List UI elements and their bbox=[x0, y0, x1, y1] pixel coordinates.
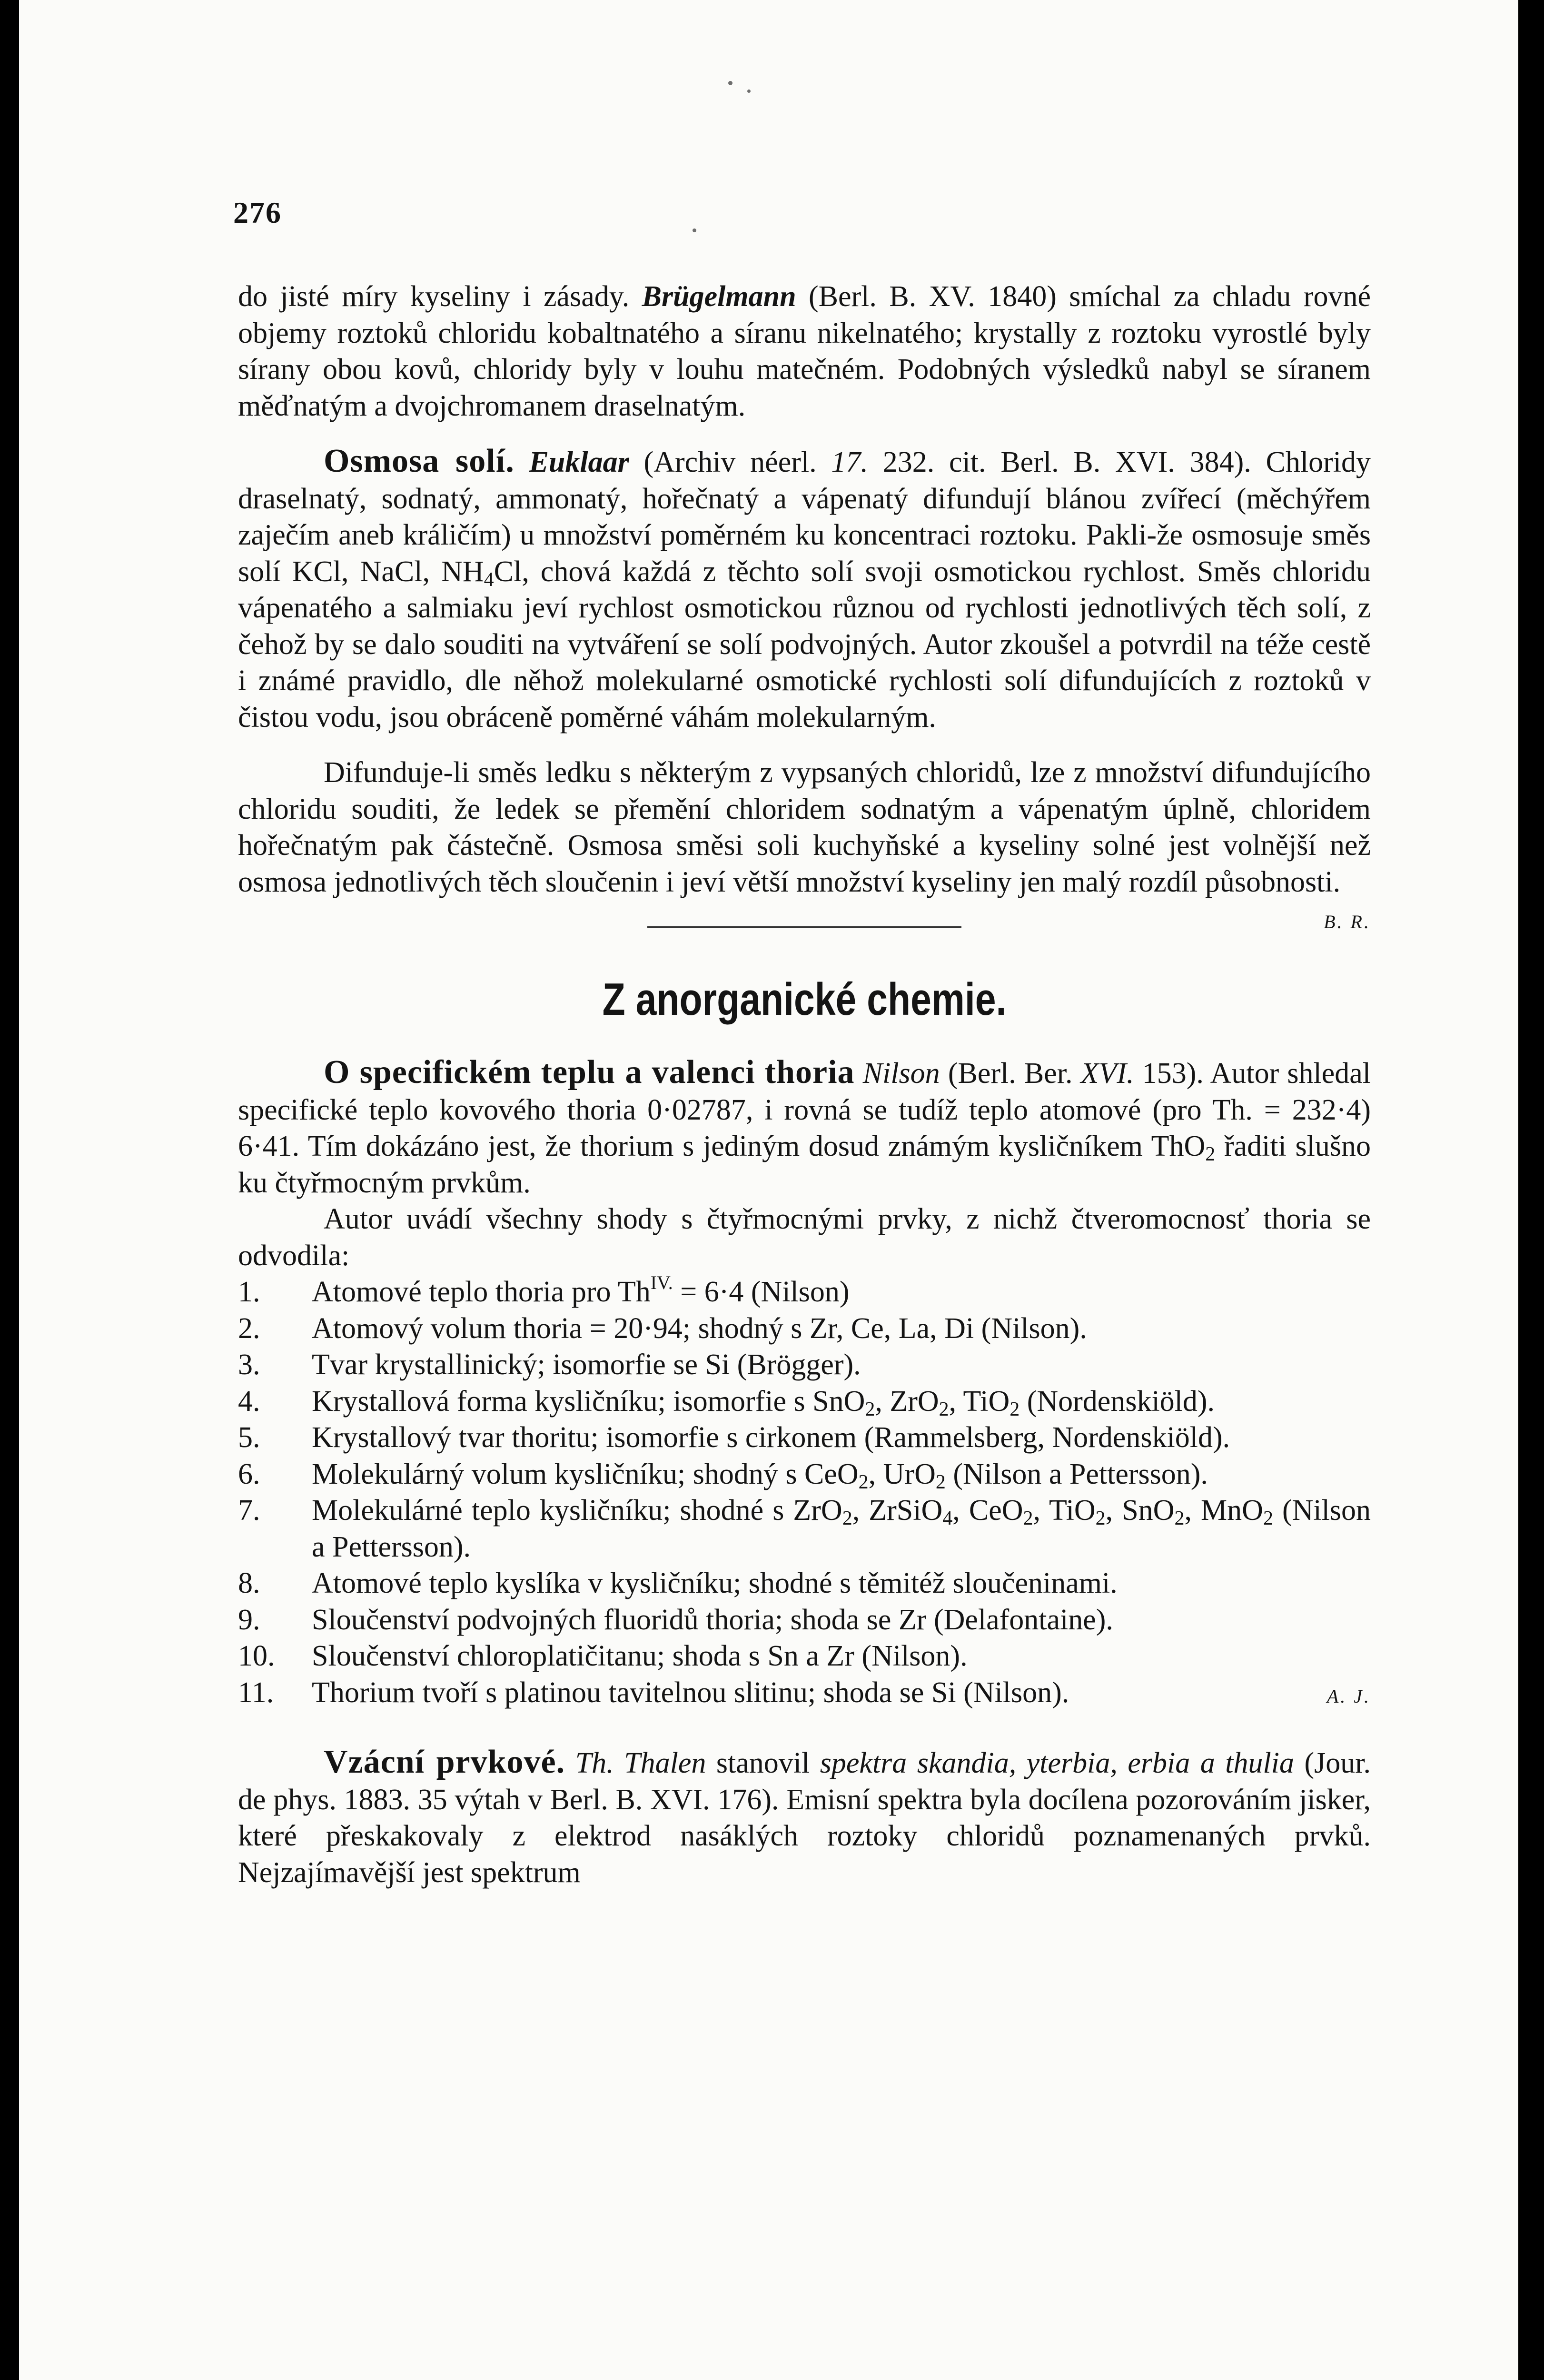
item-text: = 6·4 (Nilson) bbox=[673, 1276, 850, 1308]
item-number: 7. bbox=[238, 1494, 260, 1527]
item-text: , MnO bbox=[1184, 1494, 1263, 1527]
vzacni-text-2: (Jour. de phys. 1883. 35 výtah v Berl. B. XVI. 176). Emisní spektra byla docílena pozorováním jisker, které přeskakovaly z elektrod nasáklých roztoky chloridů poznamenaných prvků. Nejzajímavější jest spektrum bbox=[238, 1747, 1371, 1889]
item-text: Krystallová forma kysličníku; isomorfie s SnO bbox=[312, 1385, 865, 1418]
page-number: 276 bbox=[233, 196, 282, 229]
list-item bbox=[238, 1310, 1371, 1347]
osmosa-volume: 17. bbox=[831, 446, 868, 478]
item-subscript: 2 bbox=[1263, 1507, 1273, 1529]
item-text: , ZrSiO bbox=[852, 1494, 943, 1527]
item-number: 10. bbox=[238, 1640, 275, 1672]
vzacni-text-1: stanovil bbox=[706, 1747, 820, 1779]
list-item bbox=[238, 1675, 1371, 1711]
thorium-text-2: 153). Autor shledal specifické teplo kovového thoria 0·02787, i rovná se tudíž teplo atomové (pro Th. = 232·4) 6·41. Tím dokázáno jest, že thorium s jediným dosud známým kysličníkem ThO bbox=[238, 1057, 1371, 1162]
item-number: 11. bbox=[238, 1676, 274, 1709]
heading-osmosa: Osmosa solí. bbox=[324, 443, 515, 479]
thorium-text-1: (Berl. Ber. bbox=[940, 1057, 1081, 1090]
item-text: Sloučenství podvojných fluoridů thoria; shoda se Zr (Delafontaine). bbox=[312, 1603, 1113, 1636]
scan-speck bbox=[728, 81, 732, 85]
item-subscript: 2 bbox=[935, 1471, 946, 1493]
heading-vzacni: Vzácní prvkové. bbox=[324, 1744, 565, 1780]
paragraph-intro bbox=[238, 278, 1371, 424]
item-text: Atomový volum thoria = 20·94; shodný s Zr, Ce, La, Di (Nilson). bbox=[312, 1312, 1087, 1345]
item-text: , SnO bbox=[1105, 1494, 1175, 1527]
page-content bbox=[238, 278, 1371, 1891]
item-number: 1. bbox=[238, 1276, 260, 1308]
scan-speck bbox=[693, 228, 696, 232]
item-text: , CeO bbox=[952, 1494, 1023, 1527]
intro-text-2: (Berl. B. XV. 1840) smíchal za chladu rovné objemy roztoků chloridu kobaltnatého a síranu nikelnatého; krystally z roztoku vyrostlé byly sírany obou kovů, chloridy byly v louhu matečném. Podobných výsledků nabyl se síranem měďnatým a dvojchromanem draselnatým. bbox=[238, 280, 1371, 422]
item-subscript: 2 bbox=[939, 1398, 949, 1420]
scan-speck bbox=[747, 89, 751, 93]
book-page bbox=[19, 0, 1518, 2380]
list-item bbox=[238, 1347, 1371, 1383]
item-text: Sloučenství chloroplatičitanu; shoda s Sn a Zr (Nilson). bbox=[312, 1640, 968, 1672]
list-item bbox=[238, 1492, 1371, 1565]
item-text: , UrO bbox=[868, 1458, 936, 1490]
item-subscript: 2 bbox=[1010, 1398, 1020, 1420]
signature-aj: A. J. bbox=[1326, 1685, 1371, 1707]
item-text: Molekulárný volum kysličníku; shodný s CeO bbox=[312, 1458, 859, 1490]
thorium-subscript: 2 bbox=[1205, 1143, 1216, 1165]
item-text: Molekulárné teplo kysličníku; shodné s ZrO bbox=[312, 1494, 842, 1527]
item-subscript: 4 bbox=[942, 1507, 953, 1529]
list-item bbox=[238, 1383, 1371, 1420]
osmosa-text-3: Cl, chová každá z těchto solí svoji osmotickou rychlost. Směs chloridu vápenatého a salmiaku jeví rychlost osmotickou různou od rychlosti jednotlivých těch solí, z čehož by se dalo souditi na vytváření se solí podvojných. Autor zkoušel a potvrdil na téže cestě i známé pravidlo, dle něhož molekularné osmotické rychlosti solí difundujících z roztoků v čistou vodu, jsou obráceně poměrné váhám molekularným. bbox=[238, 555, 1371, 734]
author-nilson: Nilson bbox=[862, 1057, 940, 1090]
paragraph-osmosa bbox=[238, 443, 1371, 735]
osmosa-text-1: (Archiv néerl. bbox=[629, 446, 831, 478]
item-text: (Nilson a Pettersson). bbox=[312, 1494, 1371, 1563]
item-text: , TiO bbox=[1033, 1494, 1096, 1527]
item-text: , ZrO bbox=[875, 1385, 939, 1418]
list-item bbox=[238, 1638, 1371, 1675]
osmosa-subscript: 4 bbox=[484, 568, 494, 591]
item-text: Atomové teplo kyslíka v kysličníku; shodné s těmitéž sloučeninami. bbox=[312, 1567, 1118, 1599]
intro-text-1: do jisté míry kyseliny i zásady. bbox=[238, 280, 642, 313]
item-superscript: IV. bbox=[650, 1272, 673, 1293]
osmosa-text-2: 232. cit. Berl. B. XVI. 384). Chloridy draselnatý, sodnatý, ammonatý, hořečnatý a vápenatý difundují blánou zvířecí (měchýřem zaječím aneb králičím) u množství poměrném ku koncentraci roztoku. Pakli-že osmosuje směs solí KCl, NaCl, NH bbox=[238, 446, 1371, 588]
item-subscript: 2 bbox=[842, 1507, 852, 1529]
item-number: 8. bbox=[238, 1567, 260, 1599]
signature-br: B. R. bbox=[1324, 911, 1371, 932]
list-item bbox=[238, 1419, 1371, 1456]
thorium-text-3: řaditi slušno ku čtyřmocným prvkům. bbox=[238, 1130, 1371, 1199]
item-number: 6. bbox=[238, 1458, 260, 1490]
item-number: 9. bbox=[238, 1603, 260, 1636]
item-number: 4. bbox=[238, 1385, 260, 1418]
author-euklaar: Euklaar bbox=[529, 446, 629, 478]
paragraph-difunduje bbox=[238, 754, 1371, 932]
item-text: Tvar krystallinický; isomorfie se Si (Brögger). bbox=[312, 1349, 861, 1381]
section-divider bbox=[647, 926, 961, 928]
list-item bbox=[238, 1274, 1371, 1310]
author-brugelmann: Brügelmann bbox=[642, 280, 796, 313]
vzacni-spectra: spektra skandia, yterbia, erbia a thulia bbox=[820, 1747, 1294, 1779]
item-number: 2. bbox=[238, 1312, 260, 1345]
item-subscript: 2 bbox=[865, 1398, 875, 1420]
heading-thorium: O specifickém teplu a valenci thoria bbox=[324, 1054, 855, 1091]
item-subscript: 2 bbox=[858, 1471, 869, 1493]
item-text: , TiO bbox=[949, 1385, 1010, 1418]
list-item bbox=[238, 1456, 1371, 1493]
item-number: 5. bbox=[238, 1421, 260, 1454]
item-number: 3. bbox=[238, 1349, 260, 1381]
list-item bbox=[238, 1565, 1371, 1602]
item-text: (Nilson a Pettersson). bbox=[945, 1458, 1208, 1490]
list-item bbox=[238, 1602, 1371, 1638]
valence-list bbox=[238, 1274, 1371, 1711]
thorium-volume: XVI. bbox=[1080, 1057, 1134, 1090]
item-text: Krystallový tvar thoritu; isomorfie s cirkonem (Rammelsberg, Nordenskiöld). bbox=[312, 1421, 1230, 1454]
author-thalen: Th. Thalen bbox=[575, 1747, 706, 1779]
paragraph-thorium-intro: Autor uvádí všechny shody s čtyřmocnými prvky, z nichž čtveromocnosť thoria se odvodila: bbox=[238, 1203, 1371, 1272]
item-text: Thorium tvoří s platinou tavitelnou slitinu; shoda se Si (Nilson). bbox=[312, 1676, 1069, 1709]
item-text: (Nordenskiöld). bbox=[1019, 1385, 1215, 1418]
section-title: Z anorganické chemie. bbox=[602, 974, 1007, 1025]
item-subscript: 2 bbox=[1095, 1507, 1106, 1529]
item-subscript: 2 bbox=[1023, 1507, 1033, 1529]
difunduje-text: Difunduje-li směs ledku s některým z vypsaných chloridů, lze z množství difundujícího chloridu souditi, že ledek se přemění chloridem sodnatým a vápenatým úplně, chloridem hořečnatým pak částečně. Osmosa směsi soli kuchyňské a kyseliny solné jest volnější než osmosa jednotlivých těch sloučenin i jeví větší množství kyseliny jen malý rozdíl působnosti. bbox=[238, 756, 1371, 898]
paragraph-thorium bbox=[238, 1054, 1371, 1201]
paragraph-vzacni bbox=[238, 1744, 1371, 1891]
item-text: Atomové teplo thoria pro Th bbox=[312, 1276, 651, 1308]
item-subscript: 2 bbox=[1174, 1507, 1185, 1529]
